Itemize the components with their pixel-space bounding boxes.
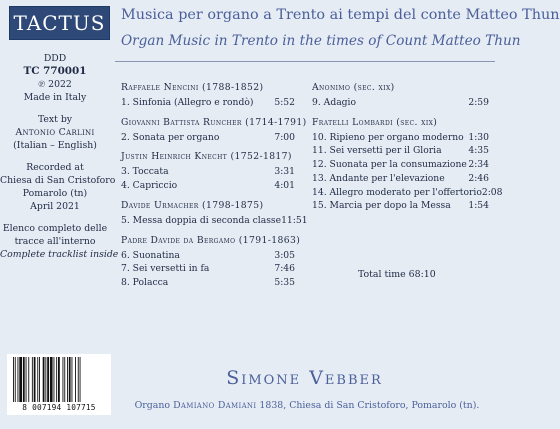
track-time: 7:00: [274, 131, 295, 143]
track-row: [121, 262, 295, 276]
barcode: [7, 354, 111, 415]
composer-name: Anonimo (sec. xix): [312, 82, 395, 93]
note-line-2: tracce all'interno: [14, 236, 96, 247]
track-row: [312, 144, 489, 158]
album-title: Musica per organo a Trento ai tempi del conte Matteo Thun: [121, 7, 560, 23]
composer-name: Justin Heinrich Knecht (1752-1817): [121, 151, 292, 163]
track-row: [312, 131, 489, 145]
track-title: 5. Messa doppia di seconda classe: [121, 214, 282, 226]
track-title: 11. Sei versetti per il Gloria: [312, 145, 442, 157]
track-title: 2. Sonata per organo: [121, 131, 220, 143]
composer-name: Davide Urmacher (1798-1875): [121, 199, 264, 211]
track-time: 4:35: [468, 145, 489, 157]
track-title: 1. Sinfonia (Allegro e rondò): [121, 97, 254, 108]
track-row: [121, 276, 295, 290]
ddd-label: DDD: [43, 53, 67, 64]
recorded-line-2: Chiesa di San Cristoforo: [0, 175, 116, 186]
track-row: [312, 96, 489, 110]
track-row: [312, 186, 503, 200]
track-title: 13. Andante per l'elevazione: [312, 172, 445, 184]
instrument-rest: 1838, Chiesa di San Cristoforo, Pomarolo (tn).: [259, 400, 480, 411]
track-row: [312, 199, 489, 213]
tracklist-column-right: [312, 82, 503, 213]
recorded-line-1: Recorded at: [26, 162, 84, 173]
track-row: [121, 131, 295, 145]
barcode-bars: [13, 357, 107, 402]
track-time: 11:51: [281, 214, 308, 226]
track-title: 9. Adagio: [312, 97, 357, 108]
track-row: [121, 214, 308, 228]
track-title: 12. Suonata per la consumazione: [312, 159, 467, 171]
track-title: 7. Sei versetti in fa: [121, 263, 210, 275]
instrument-credit: [132, 400, 482, 411]
performer-name: Simone Vebber: [226, 367, 383, 389]
track-title: 4. Capriccio: [121, 180, 178, 192]
made-in: Made in Italy: [23, 92, 87, 103]
track-time: 3:31: [274, 166, 295, 178]
total-time: Total time 68:10: [358, 269, 436, 280]
track-time: 1:30: [468, 131, 489, 143]
track-time: 5:35: [274, 276, 295, 288]
header-divider: [115, 61, 495, 62]
album-subtitle: Organ Music in Trento in the times of Count Matteo Thun: [121, 33, 521, 49]
barcode-digits: 8 007194 107715: [22, 403, 96, 412]
track-row: [312, 172, 489, 186]
composer-name: Raffaele Nencini (1788-1852): [121, 82, 264, 93]
track-row: [121, 249, 295, 263]
note-line-1: Elenco completo delle: [2, 223, 108, 234]
track-row: [121, 96, 295, 110]
composer-name: Giovanni Battista Runcher (1714-1791): [121, 116, 307, 128]
text-by-lang: (Italian – English): [13, 140, 97, 151]
track-title: 6. Suonatina: [121, 249, 180, 261]
recorded-line-3: Pomarolo (tn): [22, 188, 88, 199]
note-line-3: Complete tracklist inside: [0, 249, 119, 260]
track-time: 2:46: [468, 172, 489, 184]
track-row: [121, 165, 295, 179]
recorded-line-4: April 2021: [30, 201, 80, 212]
logo-text: TACTUS: [13, 11, 106, 35]
text-by-name: Antonio Carlini: [15, 127, 95, 138]
catalog-number: TC 770001: [23, 65, 87, 77]
track-row: [121, 179, 295, 193]
track-time: 3:05: [274, 249, 295, 261]
copyright: ℗ 2022: [38, 79, 72, 90]
instrument-builder: Damiano Damiani: [173, 400, 257, 411]
track-title: 10. Ripieno per organo moderno: [312, 131, 464, 143]
composer-name: Padre Davide da Bergamo (1791-1863): [121, 234, 301, 246]
track-title: 15. Marcia per dopo la Messa: [312, 200, 451, 212]
left-info-column: [0, 52, 119, 261]
track-title: 8. Polacca: [121, 276, 169, 288]
track-time: 5:52: [274, 97, 295, 108]
track-time: 2:08: [481, 186, 503, 198]
track-time: 7:46: [274, 263, 295, 275]
track-time: 2:59: [468, 97, 489, 108]
tactus-logo: [9, 6, 110, 40]
track-title: 3. Toccata: [121, 166, 169, 178]
track-time: 4:01: [274, 180, 295, 192]
track-row: [312, 158, 489, 172]
track-time: 1:54: [468, 200, 489, 212]
track-title: 14. Allegro moderato per l'offertorio: [312, 186, 482, 198]
composer-name: Fratelli Lombardi (sec. xix): [312, 116, 438, 128]
text-by-label: Text by: [37, 114, 73, 125]
track-time: 2:34: [468, 159, 489, 171]
instrument-prefix: Organo: [134, 400, 171, 411]
tracklist-column-left: [121, 82, 308, 290]
